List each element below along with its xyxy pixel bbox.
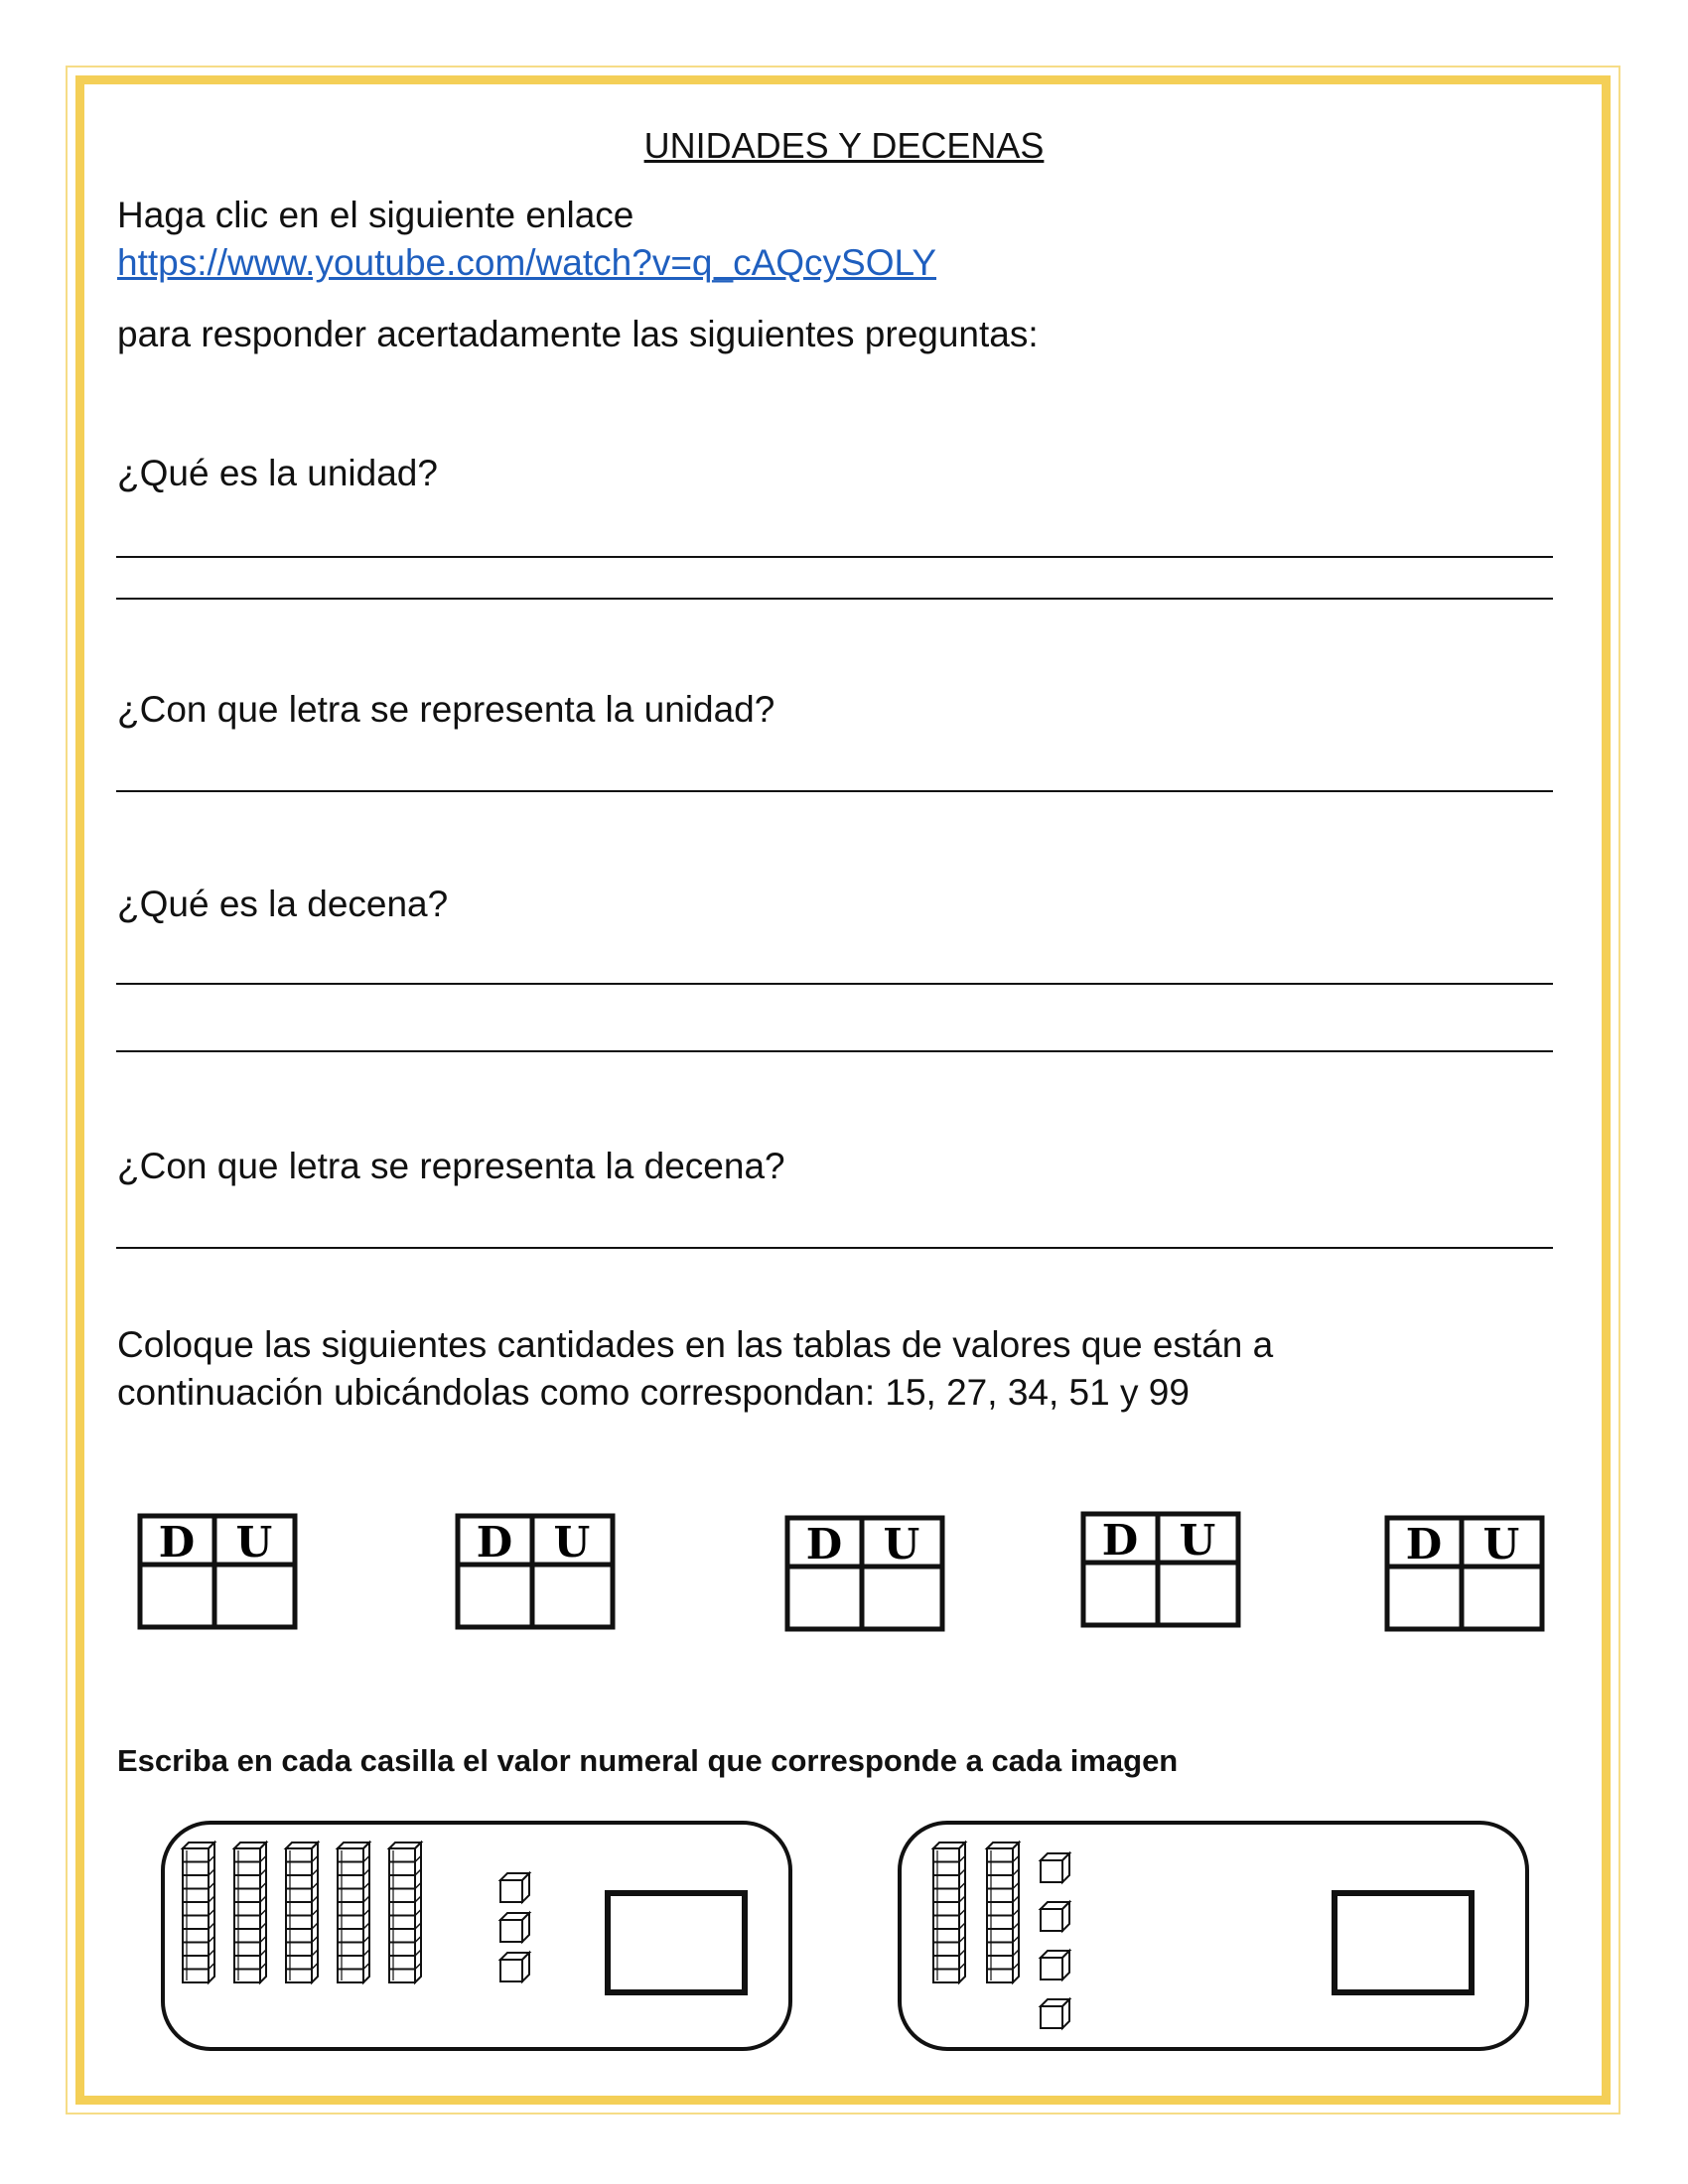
unidades-header: U	[553, 1518, 591, 1567]
base-ten-panel	[896, 1819, 1531, 2055]
tens-rod	[987, 1843, 1019, 1982]
question-3: ¿Qué es la decena?	[117, 884, 449, 924]
tens-rod	[389, 1843, 421, 1982]
tens-rod	[338, 1843, 369, 1982]
tens-rods-group	[933, 1843, 1019, 1982]
tens-rod	[286, 1843, 318, 1982]
decenas-header: D	[1101, 1516, 1139, 1565]
exercise-prompt: Escriba en cada casilla el valor numeral que corresponde a cada imagen	[117, 1743, 1179, 1778]
answer-line[interactable]	[116, 983, 1553, 985]
answer-line[interactable]	[116, 598, 1553, 600]
answer-line[interactable]	[116, 1050, 1553, 1052]
page-border-inner	[75, 75, 1611, 2105]
question-4: ¿Con que letra se representa la decena?	[117, 1146, 785, 1186]
unit-cubes-group	[1041, 1853, 1069, 2028]
answer-line[interactable]	[116, 1247, 1553, 1249]
unidades-header: U	[1482, 1520, 1520, 1569]
intro-line-2: para responder acertadamente las siguientes preguntas:	[117, 314, 1039, 354]
place-value-table[interactable]	[455, 1513, 616, 1630]
decenas-header: D	[476, 1518, 513, 1567]
video-link[interactable]: https://www.youtube.com/watch?v=q_cAQcySOLY	[117, 242, 937, 283]
worksheet-title: UNIDADES Y DECENAS	[643, 125, 1045, 166]
decenas-header: D	[805, 1520, 843, 1569]
intro-line: Haga clic en el siguiente enlace	[117, 195, 634, 235]
unidades-header: U	[1179, 1516, 1216, 1565]
tens-rods-group	[183, 1843, 421, 1982]
place-value-table[interactable]	[1080, 1511, 1241, 1628]
answer-box[interactable]	[1335, 1893, 1472, 1992]
unit-cube	[1041, 1902, 1069, 1931]
unidades-header: U	[235, 1518, 273, 1567]
unit-cube	[1041, 1951, 1069, 1979]
unit-cube	[500, 1873, 529, 1902]
unit-cube	[1041, 1999, 1069, 2028]
unit-cubes-group	[500, 1873, 529, 1981]
place-value-table[interactable]	[784, 1515, 945, 1632]
place-value-table[interactable]	[1384, 1515, 1545, 1632]
tens-rod	[234, 1843, 266, 1982]
decenas-header: D	[1405, 1520, 1443, 1569]
tens-rod	[933, 1843, 965, 1982]
unidades-header: U	[883, 1520, 920, 1569]
answer-line[interactable]	[116, 556, 1553, 558]
base-ten-panel	[159, 1819, 794, 2055]
instruction-line-1: Coloque las siguientes cantidades en las tablas de valores que están a	[117, 1324, 1274, 1365]
unit-cube	[500, 1913, 529, 1942]
question-1: ¿Qué es la unidad?	[117, 453, 438, 493]
decenas-header: D	[158, 1518, 196, 1567]
answer-line[interactable]	[116, 790, 1553, 792]
instruction-line-2: continuación ubicándolas como correspondan: 15, 27, 34, 51 y 99	[117, 1372, 1190, 1413]
tens-rod	[183, 1843, 214, 1982]
question-2: ¿Con que letra se representa la unidad?	[117, 689, 775, 730]
unit-cube	[500, 1953, 529, 1981]
answer-box[interactable]	[608, 1893, 745, 1992]
place-value-table[interactable]	[137, 1513, 298, 1630]
unit-cube	[1041, 1853, 1069, 1882]
